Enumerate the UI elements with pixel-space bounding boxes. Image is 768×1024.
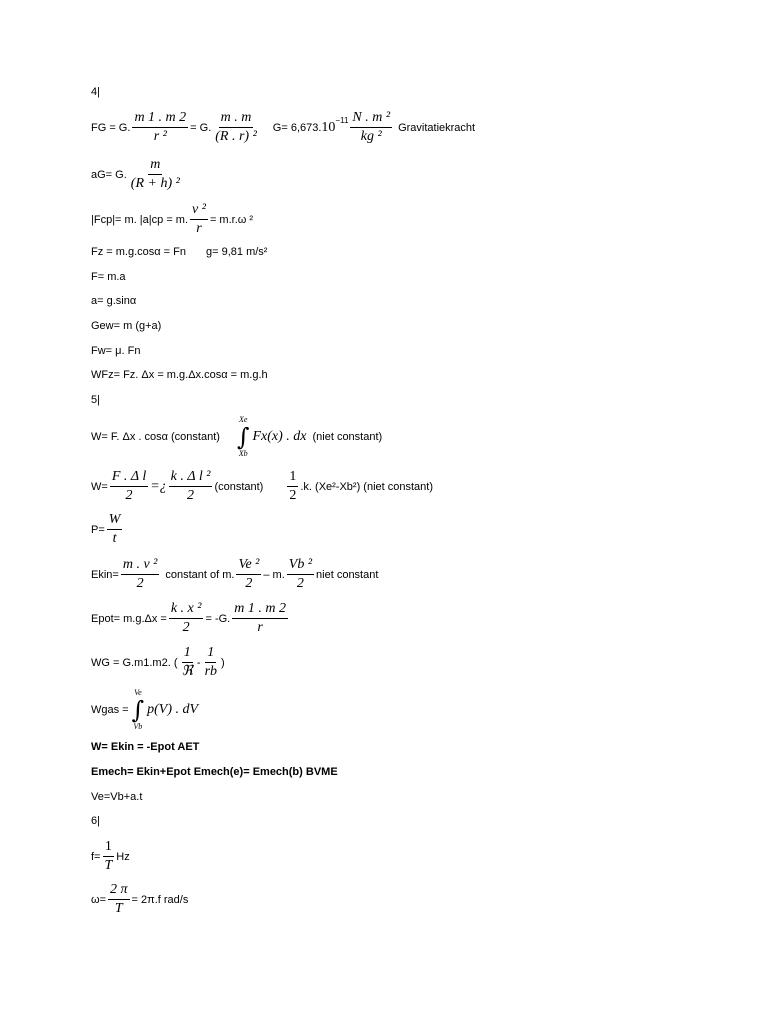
denominator: 2	[289, 488, 297, 503]
w2-label: W=	[91, 480, 108, 493]
f-fraction	[102, 839, 114, 874]
ekin-label: Ekin=	[91, 568, 119, 581]
numerator: 1	[287, 469, 298, 487]
numerator: Ve ²	[236, 557, 261, 575]
fz-text: Fz = m.g.cosα = Fn	[91, 246, 186, 258]
formula-frequency	[91, 839, 130, 874]
p-label: P=	[91, 523, 105, 536]
denominator: T	[104, 858, 113, 873]
formula-aet	[91, 741, 199, 753]
ekin-fraction-2	[236, 557, 261, 592]
w2-constant: (constant)	[214, 480, 264, 493]
heading-text: 6|	[91, 815, 100, 827]
aet-text: W= Ekin = -Epot AET	[91, 741, 200, 753]
denominator: 2	[182, 620, 190, 635]
formula-work-2	[91, 469, 433, 504]
formula-centripetal	[91, 202, 253, 237]
ekin-fraction-1	[121, 557, 160, 592]
heading-text: 4|	[91, 86, 100, 98]
denominator: ℜ	[181, 664, 193, 679]
denominator: r ²	[153, 129, 167, 144]
formula-wg	[91, 645, 225, 680]
w1-tail: (niet constant)	[312, 431, 383, 443]
formula-power	[91, 512, 124, 547]
ag-fraction	[129, 157, 182, 192]
wgas-label: Wgas =	[91, 704, 129, 716]
numerator: m . v ²	[121, 557, 160, 575]
formula-gew	[91, 320, 161, 332]
gravitational-constant: G= 6,673.	[272, 121, 322, 134]
denominator: T	[114, 901, 123, 916]
omega-label: ω=	[91, 893, 107, 906]
lower-limit: Vb	[133, 722, 143, 731]
denominator: (R + h) ²	[130, 176, 180, 191]
emech-text: Emech= Ekin+Epot Emech(e)= Emech(b) BVME	[91, 766, 338, 778]
denominator: rb	[204, 664, 218, 679]
fw-text: Fw= μ. Fn	[91, 345, 141, 357]
w2-tail: .k. (Xe²-Xb²) (niet constant)	[300, 480, 434, 493]
numerator: m 1 . m 2	[232, 601, 288, 619]
section-4-heading	[91, 86, 100, 98]
numerator: k . x ²	[169, 601, 204, 619]
integral-sign-icon: ∫	[131, 696, 145, 724]
integral	[132, 688, 145, 732]
upper-limit: Xe	[238, 415, 248, 424]
w1-label: W= F. Δx . cosα (constant)	[91, 431, 220, 443]
f-label: f=	[91, 850, 101, 863]
integrand: Fx(x) . dx	[252, 429, 307, 444]
epot-label: Epot= m.g.Δx =	[91, 612, 167, 625]
denominator: 2	[245, 576, 253, 591]
numerator: 1	[205, 645, 216, 663]
wg-minus: -	[196, 656, 201, 669]
formula-wfz	[91, 369, 268, 381]
upper-limit: Ve	[134, 688, 142, 697]
epot-mid: = -G.	[205, 612, 231, 625]
g-value: g= 9,81 m/s²	[206, 246, 268, 258]
w2-equals: =¿	[150, 478, 167, 494]
numerator: N . m ²	[350, 110, 392, 128]
a-text: a= g.sinα	[91, 295, 137, 307]
fg-units-fraction	[350, 110, 392, 145]
formula-ekin	[91, 557, 378, 592]
power-base: 10	[321, 119, 336, 135]
ekin-tail: niet constant	[316, 568, 379, 581]
wg-tail: )	[221, 656, 225, 669]
fg-label: FG = G.	[91, 121, 131, 134]
formula-wgas	[91, 688, 198, 732]
omega-fraction	[108, 882, 130, 917]
numerator: k . Δ l ²	[169, 469, 213, 487]
section-5-heading	[91, 394, 100, 406]
fcp-fraction	[190, 202, 208, 237]
numerator: Vb ²	[287, 557, 314, 575]
integral-sign-icon: ∫	[236, 423, 250, 451]
denominator: 2	[296, 576, 304, 591]
wg-fraction-2	[203, 645, 219, 680]
epot-fraction-2	[232, 601, 288, 636]
w2-fraction-2	[169, 469, 213, 504]
fcp-tail: = m.r.ω ²	[209, 213, 254, 226]
f-tail: Hz	[116, 850, 130, 863]
fg-fraction-1	[132, 110, 188, 145]
fcp-label: |Fcp|= m. |a|cp = m.	[91, 213, 189, 226]
formula-fz	[91, 246, 267, 258]
fma-text: F= m.a	[91, 271, 126, 283]
denominator: kg ²	[360, 129, 382, 144]
numerator: 1	[103, 839, 114, 857]
numerator: 1	[182, 645, 193, 663]
formula-ve	[91, 791, 142, 803]
numerator: m 1 . m 2	[132, 110, 188, 128]
w2-fraction-3	[287, 469, 298, 504]
w2-fraction-1	[110, 469, 148, 504]
ekin-minus: – m.	[263, 568, 285, 581]
numerator: v ²	[190, 202, 208, 220]
fg-mid: = G.	[190, 121, 212, 134]
ve-text: Ve=Vb+a.t	[91, 791, 143, 803]
wfz-text: WFz= Fz. Δx = m.g.Δx.cosα = m.g.h	[91, 369, 268, 381]
section-6-heading	[91, 815, 100, 827]
denominator: 2	[187, 488, 195, 503]
exponent: −11	[335, 116, 349, 125]
gew-text: Gew= m (g+a)	[91, 320, 162, 332]
fg-fraction-2	[213, 110, 259, 145]
formula-work-1	[91, 415, 382, 459]
denominator: r	[257, 620, 263, 635]
ekin-fraction-3	[287, 557, 314, 592]
denominator: (R . r) ²	[215, 129, 257, 144]
denominator: 2	[136, 576, 144, 591]
denominator: t	[112, 531, 117, 546]
lower-limit: Xb	[238, 449, 248, 458]
denominator: r	[196, 221, 202, 236]
formula-epot	[91, 601, 290, 636]
wg-fraction-1	[179, 645, 194, 680]
formula-omega	[91, 882, 188, 917]
formula-fw	[91, 345, 140, 357]
p-fraction	[107, 512, 123, 547]
formula-gravitational-force	[91, 110, 475, 145]
formula-f-ma	[91, 271, 126, 283]
ekin-mid: constant of m.	[165, 568, 235, 581]
ag-label: aG= G.	[91, 168, 127, 181]
epot-fraction-1	[169, 601, 204, 636]
denominator: 2	[125, 488, 133, 503]
formula-a	[91, 295, 136, 307]
numerator: W	[107, 512, 123, 530]
integral	[237, 415, 250, 459]
heading-text: 5|	[91, 394, 100, 406]
numerator: F . Δ l	[110, 469, 148, 487]
omega-tail: = 2π.f rad/s	[131, 893, 189, 906]
numerator: 2 π	[108, 882, 130, 900]
wg-label: WG = G.m1.m2. (	[91, 656, 178, 669]
fg-caption: Gravitatiekracht	[398, 121, 476, 134]
formula-emech	[91, 766, 338, 778]
numerator: m . m	[219, 110, 254, 128]
numerator: m	[148, 157, 162, 175]
integrand: p(V) . dV	[147, 702, 199, 717]
formula-ag	[91, 157, 184, 192]
